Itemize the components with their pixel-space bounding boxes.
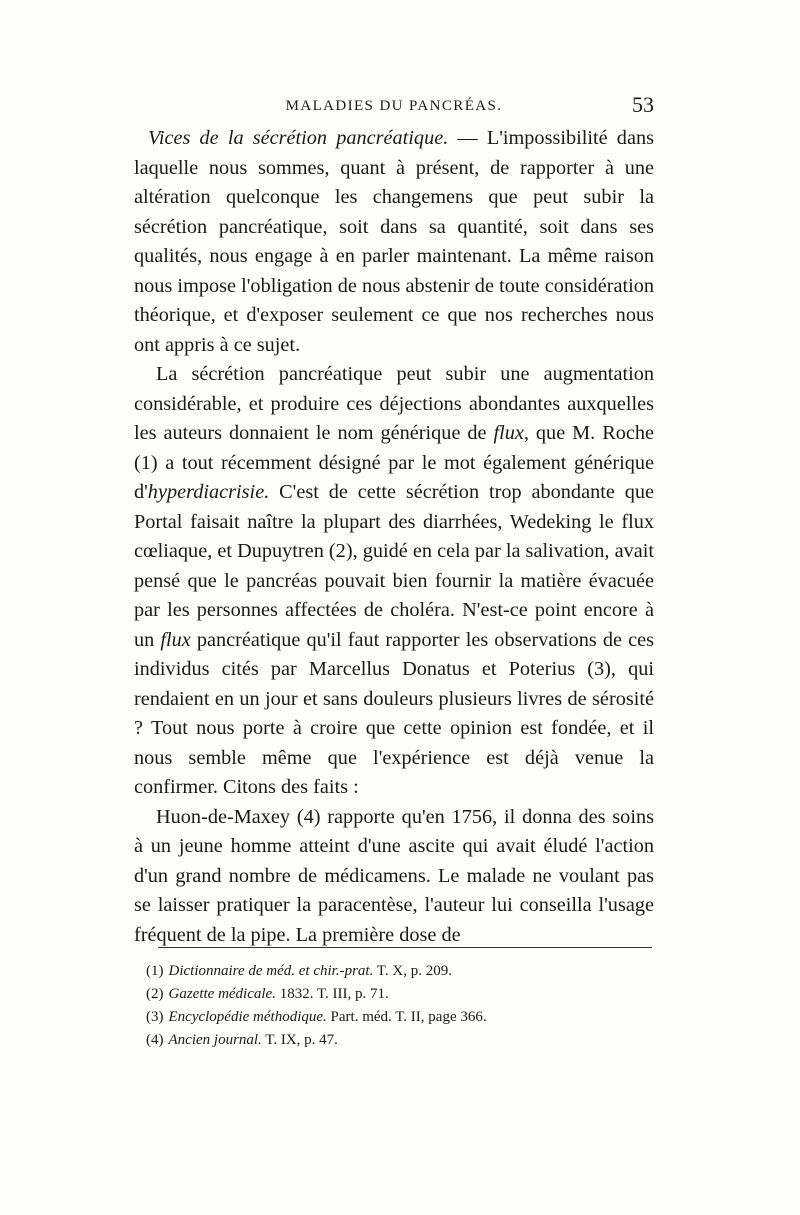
footnote-3-number: (3) (146, 1009, 164, 1025)
running-head (134, 92, 654, 122)
footnote-2-number: (2) (146, 986, 164, 1002)
term-flux-2: flux (160, 628, 191, 651)
footnote-4-ref: T. IX, p. 47. (261, 1032, 338, 1048)
footnote-1-title: Dictionnaire de méd. et chir.-prat. (168, 963, 374, 979)
paragraph-2-text-d: pancréatique qu'il faut rapporter les observations de ces individus cités par Marcellus Donatus et Poterius (3), qui rendaient en un jour et sans douleurs plusieurs livres de sérosité ? Tout nous porte à croire que cette opinion est fondée, et il nous semble même que l'expérience est déjà venue la confirmer. Citons des faits : (134, 628, 654, 798)
paragraph-3 (134, 803, 654, 951)
footnote-3-title: Encyclopédie méthodique. (168, 1009, 327, 1025)
paragraph-3-text: Huon-de-Maxey (4) rapporte qu'en 1756, il donna des soins à un jeune homme atteint d'une ascite qui avait éludé l'action d'un grand nombre de médicamens. Le malade ne voulant pas se laisser pratiquer la paracentèse, l'auteur lui conseilla l'usage fréquent de la pipe. La première dose de (134, 805, 654, 946)
footnote-3 (146, 1006, 646, 1029)
footnote-1-ref: T. X, p. 209. (373, 963, 452, 979)
footnote-4-title: Ancien journal. (168, 1032, 262, 1048)
main-text (134, 124, 654, 950)
footnote-4-number: (4) (146, 1032, 164, 1048)
footnote-1-number: (1) (146, 963, 164, 979)
paragraph-2 (134, 360, 654, 803)
footnote-rule (158, 947, 652, 948)
footnote-2 (146, 983, 646, 1006)
page-number: 53 (632, 92, 654, 117)
running-title: MALADIES DU PANCRÉAS. (285, 98, 503, 114)
footnote-1 (146, 960, 646, 983)
footnotes (146, 960, 646, 1052)
paragraph-2-text-a: La sécrétion pancréatique peut subir une augmentation considérable, et produire ces déjections abondantes auxquelles les auteurs donnaient le nom générique de (134, 363, 654, 444)
term-flux: flux (493, 422, 524, 444)
footnote-2-ref: 1832. T. III, p. 71. (275, 986, 389, 1002)
footnote-2-title: Gazette médicale. (168, 986, 276, 1002)
footnote-4 (146, 1029, 646, 1052)
paragraph-1 (134, 124, 654, 360)
footnote-3-ref: Part. méd. T. II, page 366. (326, 1009, 487, 1025)
paragraph-2-text-b: , que M. Roche (1) a tout récemment désigné par le mot également générique d' (134, 422, 655, 503)
section-heading: Vices de la sécrétion pancréatique. (148, 127, 449, 149)
paragraph-2-text-c: C'est de cette sécrétion trop abondante que Portal faisait naître la plupart des diarrhées, Wedeking le flux cœliaque, et Dupuytren (2), guidé en cela par la salivation, avait pensé que le pancréas pouvait bien fournir la matière évacuée par les personnes affectées de choléra. N'est-ce point encore à un (134, 481, 654, 651)
term-hyperdiacrisie: hyperdiacrisie. (147, 481, 270, 503)
paragraph-1-text: — L'impossibilité dans laquelle nous sommes, quant à présent, de rapporter à une altération quelconque les changemens que peut subir la sécrétion pancréatique, soit dans sa quantité, soit dans ses qualités, nous engage à en parler maintenant. La même raison nous impose l'obligation de nous abstenir de toute considération théorique, et d'exposer seulement ce que nos recherches nous ont appris à ce sujet. (134, 127, 654, 356)
